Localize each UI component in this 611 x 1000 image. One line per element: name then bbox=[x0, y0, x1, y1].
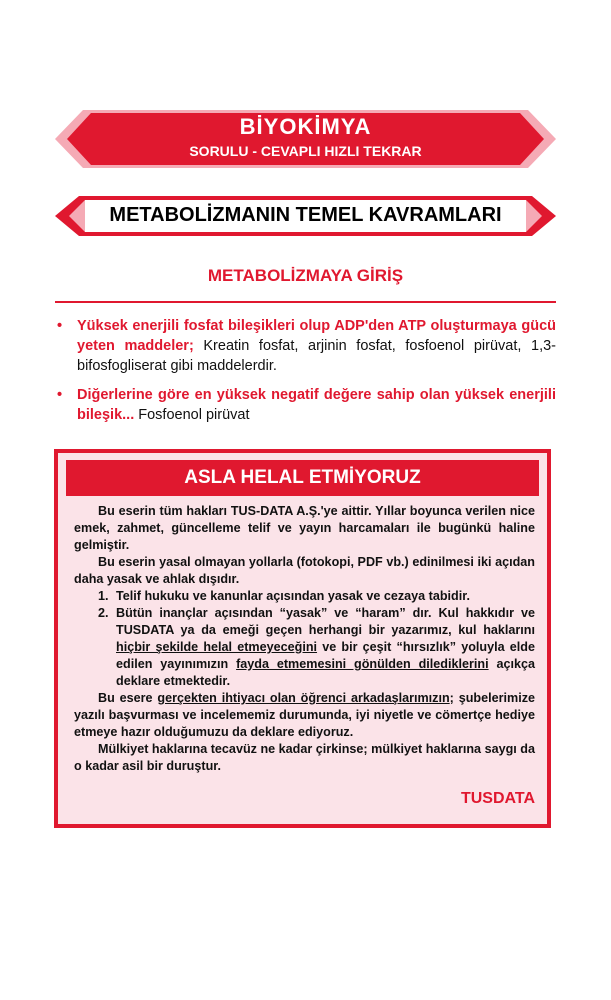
notice-list-item: 1. Telif hukuku ve kanunlar açısından yasak ve cezaya tabidir. bbox=[112, 588, 535, 605]
notice-text: açıkça deklare etmektedir. bbox=[116, 657, 535, 688]
bullet-icon: • bbox=[57, 318, 63, 334]
publisher-signature: TUSDATA bbox=[460, 790, 535, 807]
chapter-banner bbox=[55, 196, 556, 236]
answer-text: Kreatin fosfat, arjinin fosfat, fosfoenol pirüvat, 1,3-bifosfogliserat gibi maddelerdir. bbox=[77, 338, 556, 374]
notice-paragraph: Bu eserin tüm hakları TUS-DATA A.Ş.'ye aittir. Yıllar boyunca verilen nice emek, zahmet, güncelleme telif ve yayın harcamaları ile bugünkü haline gelmiştir. bbox=[74, 504, 535, 552]
notice-underlined-text: gerçekten ihtiyacı olan öğrenci arkadaşlarımızın bbox=[157, 691, 450, 705]
notice-paragraph: Mülkiyet haklarına tecavüz ne kadar çirkinse; mülkiyet haklarına saygı da o kadar asil bir duruştur. bbox=[74, 742, 535, 773]
question-item bbox=[55, 385, 556, 425]
notice-underlined-text: hiçbir şekilde helal etmeyeceğini bbox=[116, 640, 318, 654]
bullet-icon: • bbox=[57, 387, 63, 403]
notice-list-item bbox=[112, 605, 535, 690]
chapter-title: METABOLİZMANIN TEMEL KAVRAMLARI bbox=[109, 204, 502, 226]
notice-underlined-text: fayda etmemesini gönülden dilediklerini bbox=[236, 657, 489, 671]
answer-text: Fosfoenol pirüvat bbox=[134, 407, 250, 423]
notice-heading: ASLA HELAL ETMİYORUZ bbox=[66, 460, 539, 496]
book-title-banner bbox=[55, 110, 556, 168]
notice-text: ve bir çeşit “hırsızlık” yoluyla elde edilen yayınımızın bbox=[116, 640, 535, 671]
notice-list bbox=[74, 588, 535, 690]
notice-text: Bütün inançlar açısından “yasak” ve “haram” dır. Kul hakkıdır ve TUSDATA ya da emeği geçen herhangi bir yazarımız, kul haklarını bbox=[116, 606, 535, 637]
question-list bbox=[55, 316, 556, 434]
question-text: Diğerlerine göre en yüksek negatif değere sahip olan yüksek enerjili bileşik... bbox=[77, 387, 556, 423]
book-subtitle: SORULU - CEVAPLI HIZLI TEKRAR bbox=[189, 143, 422, 159]
section-title: METABOLİZMAYA GİRİŞ bbox=[207, 266, 404, 285]
notice-paragraph: Bu eserin yasal olmayan yollarla (fotokopi, PDF vb.) edinilmesi iki açıdan daha yasak ve ahlak dışıdır. bbox=[74, 555, 535, 586]
section-divider bbox=[55, 301, 556, 303]
question-text: Yüksek enerjili fosfat bileşikleri olup ADP'den ATP oluşturmaya gücü yeten maddeler; bbox=[77, 318, 556, 354]
copyright-notice-box bbox=[54, 449, 551, 828]
book-title: BİYOKİMYA bbox=[239, 114, 372, 139]
notice-paragraph bbox=[74, 690, 535, 741]
notice-text: Bu esere bbox=[98, 691, 158, 705]
notice-body bbox=[74, 503, 535, 775]
question-item bbox=[55, 316, 556, 376]
notice-text: ; şubelerimize yazılı başvurması ve incelememiz durumunda, iyi niyetle ve cömertçe hediye etmeye hazır olduğumuzu da deklare ediyoruz. bbox=[74, 691, 535, 739]
